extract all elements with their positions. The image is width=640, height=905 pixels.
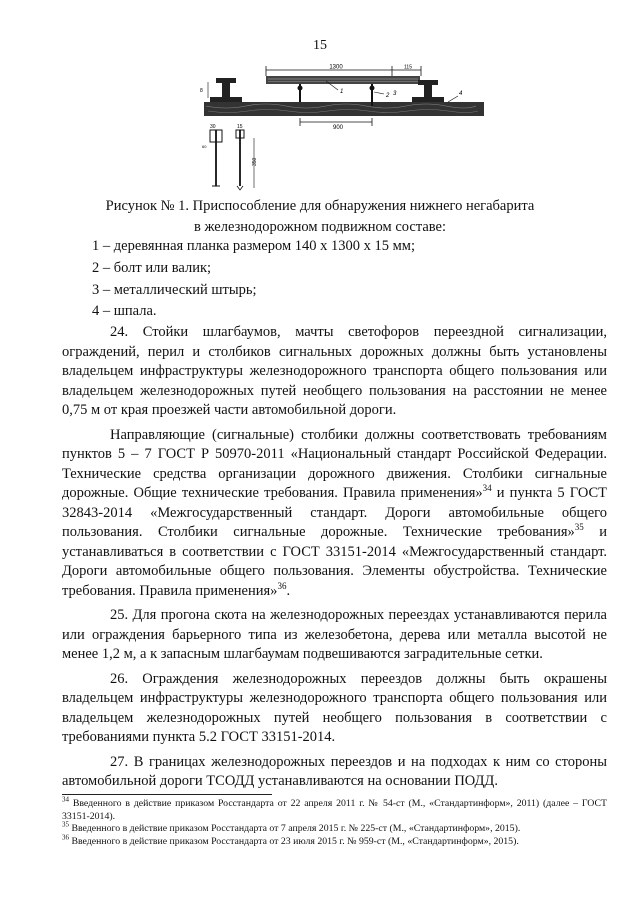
footnote-35: $^{35}$ Введенного в действие приказом Росстандарта от 7 апреля 2015 г. № 225-ст (М., «Стандартинформ», 2015). (62, 820, 521, 834)
caption-line-2: в железнодорожном подвижном составе: (193, 219, 446, 235)
legend-item-4: 4 – шпала. (92, 303, 157, 320)
callout-2: 2 (386, 93, 390, 99)
paragraph-26: 26. Ограждения железнодорожных переездов должны быть окрашены владельцем инфраструктуры железнодорожного транспорта общего пользования или владельцем железнодорожных путей необщего пользования в соответствии с требованиями пункта 5.2 ГОСТ 33151-2014. (62, 670, 607, 745)
callout-1: 1 (340, 89, 344, 95)
svg-text:60: 60 (202, 144, 207, 149)
dim-label-350: 350 (252, 157, 258, 166)
footnote-36: $^{36}$ Введенного в действие приказом Росстандарта от 23 июля 2015 г. № 959-ст (М., «Стандартинформ», 2015). (62, 833, 519, 847)
dim-label-115: 115 (404, 64, 412, 71)
paragraph-guide-posts: Направляющие (сигнальные) столбики должны соответствовать требованиям пунктов 5 – 7 ГОСТ Р 50970-2011 «Национальный стандарт Российской Федерации. Технические средства организации дорожного движения. Столбики сигнальные дорожные. Общие технические требования. Правила применения»$^{34}$ и пункта 5 ГОСТ 32843-2014 «Межгосударственный стандарт. Дороги автомобильные общего пользования. Столбики сигнальные дорожные. Технические требования»$^{35}$ и устанавливаться в соответствии с ГОСТ 33151-2014 «Межгосударственный стандарт. Дороги автомобильные общего пользования. Элементы обустройства. Технические требования. Правила применения»$^{36}$. (62, 426, 608, 599)
footnote-ref-34[interactable]: 34 (482, 483, 492, 494)
dim-label-900: 900 (332, 125, 344, 131)
legend-item-3: 3 – металлический штырь; (92, 281, 257, 298)
footnotes (62, 795, 607, 848)
wooden-plank (266, 76, 420, 84)
paragraph-25: 25. Для прогона скота на железнодорожных переездах устанавливаются перила или ограждения барьерного типа из железобетона, дерева или металла высотой не менее 1,2 м, а к запасным шлагбаумам подвешиваются заградительные сетки. (62, 607, 607, 662)
footnote-ref-35[interactable]: 35 (574, 522, 584, 533)
dim-label-8: 8 (200, 88, 203, 94)
left-rail (210, 78, 242, 103)
page-number: 15 (313, 38, 327, 53)
footnote-34: $^{34}$ Введенного в действие приказом Росстандарта от 22 апреля 2011 г. № 54-ст (М., «Стандартинформ», 2011) (далее – ГОСТ 33151-2014). (62, 795, 607, 822)
dim-label-15: 15 (237, 124, 243, 130)
legend-item-2: 2 – болт или валик; (92, 259, 212, 276)
technical-drawing (196, 62, 486, 192)
paragraph-24: 24. Стойки шлагбаумов, мачты светофоров переездной сигнализации, ограждений, перил и столбиков сигнальных дорожных должны быть установлены владельцем инфраструктуры железнодорожного транспорта общего пользования или владельцем железнодорожных путей необщего пользования на расстоянии не менее 0,75 м от края проезжей части автомобильной дороги. (62, 324, 607, 418)
document-body (62, 323, 607, 797)
callout-4: 4 (459, 91, 463, 97)
dim-label-1300: 1300 (329, 64, 343, 71)
paragraph-27: 27. В границах железнодорожных переездов и на подходах к ним со стороны автомобильной дороги ТСОДД устанавливаются на основании ПОДД. (62, 753, 607, 789)
footnote-separator (62, 794, 272, 795)
footnote-ref-36[interactable]: 36 (277, 580, 287, 591)
figure-caption (0, 196, 640, 238)
callout-3: 3 (393, 91, 397, 97)
legend-item-1: 1 – деревянная планка размером 140 х 1300 х 15 мм; (92, 238, 416, 254)
figure-device-drawing (196, 62, 486, 192)
dim-label-30: 30 (210, 124, 216, 130)
figure-legend (92, 236, 415, 323)
caption-line-1: Рисунок № 1. Приспособление для обнаружения нижнего негабарита (105, 198, 535, 214)
